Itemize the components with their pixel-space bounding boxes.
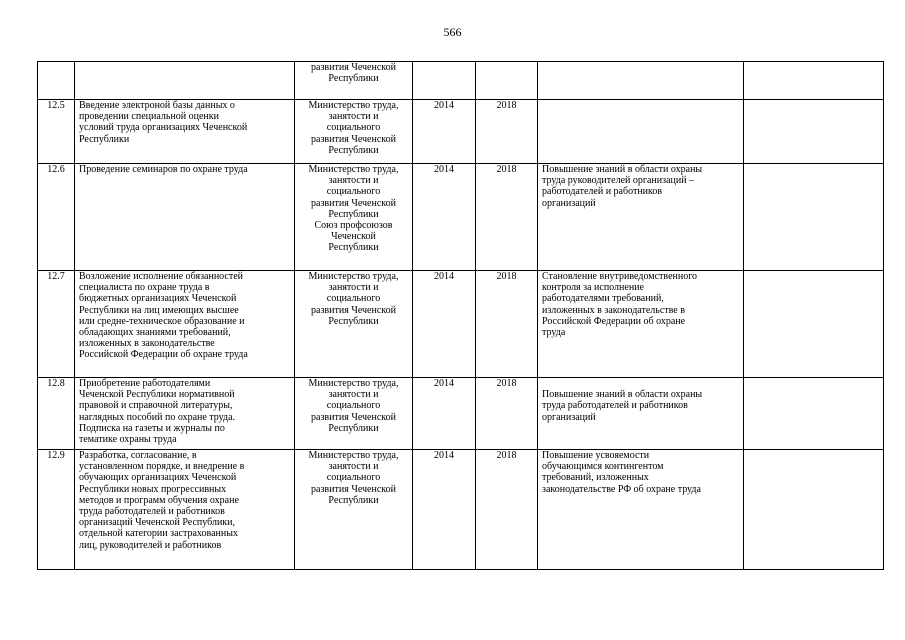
cell-measure-name-line: правовой и справочной литературы, (79, 400, 233, 412)
cell-expected-result (538, 62, 744, 100)
cell-end-year: 2018 (476, 271, 538, 378)
cell-measure-name-line: проведении специальной оценки (79, 111, 219, 123)
cell-responsible-line: социального (326, 472, 381, 484)
cell-extra (744, 450, 884, 570)
cell-expected-result (538, 164, 744, 271)
cell-expected-result-line: организаций (542, 197, 596, 209)
cell-start-year: 2014 (413, 271, 476, 378)
cell-measure-name-line: Проведение семинаров по охране труда (79, 164, 248, 175)
cell-measure-name-line: Подписка на газеты и журналы по (79, 422, 225, 434)
cell-start-year: 2014 (413, 164, 476, 271)
cell-expected-result-line: Повышение усвояемости (542, 450, 650, 461)
cell-expected-result-line: Повышение знаний в области охраны (542, 164, 703, 175)
cell-measure-name-line: наглядных пособий по охране труда. (79, 411, 236, 423)
cell-responsible-line: занятости и (328, 389, 379, 401)
cell-measure-name-line: Чеченской Республики нормативной (79, 389, 235, 401)
cell-responsible-line: Республики (328, 494, 379, 506)
cell-responsible-line: развития Чеченской (311, 197, 396, 209)
cell-start-year: 2014 (413, 450, 476, 570)
cell-expected-result-line (542, 378, 739, 389)
cell-end-year: 2018 (476, 164, 538, 271)
cell-responsible-line: развития Чеченской (311, 304, 396, 316)
table-row (38, 378, 884, 450)
cell-number: 12.9 (38, 450, 75, 570)
cell-expected-result-line: Повышение знаний в области охраны (542, 389, 703, 401)
cell-measure-name-line: условий труда организациях Чеченской (79, 122, 248, 134)
cell-responsible-line: Республики (328, 422, 379, 434)
cell-responsible-line: социального (326, 186, 381, 198)
cell-extra (744, 100, 884, 164)
cell-end-year: 2018 (476, 100, 538, 164)
cell-responsible-line: Республики (328, 144, 379, 156)
cell-measure-name-line: лиц, руководителей и работников (79, 539, 222, 551)
cell-responsible-line: занятости и (328, 111, 379, 123)
cell-expected-result-line: работодателей и работников (542, 186, 663, 198)
cell-responsible-line: занятости и (328, 282, 379, 294)
cell-measure-name-line: бюджетных организациях Чеченской (79, 293, 237, 305)
cell-responsible (295, 100, 413, 164)
cell-measure-name-line: отдельной категории застрахованных (79, 528, 238, 540)
cell-responsible-line: развития Чеченской (311, 133, 396, 145)
cell-measure-name (75, 100, 295, 164)
cell-number: 12.5 (38, 100, 75, 164)
cell-measure-name-line: Российской Федерации об охране труда (79, 349, 248, 361)
cell-measure-name-line: Возложение исполнение обязанностей (79, 271, 244, 282)
cell-measure-name-line: труда работодателей и работников (79, 506, 225, 518)
cell-expected-result-line: труда (542, 327, 566, 339)
cell-end-year: 2018 (476, 450, 538, 570)
cell-measure-name-line: или средне-техническое образование и (79, 315, 245, 327)
cell-responsible-line: Республики (328, 315, 379, 327)
page-number: 566 (443, 25, 462, 39)
cell-expected-result (538, 450, 744, 570)
cell-responsible-line: Союз профсоюзов (314, 220, 393, 232)
cell-responsible (295, 62, 413, 100)
cell-responsible-line: социального (326, 122, 381, 134)
cell-measure-name (75, 164, 295, 271)
cell-measure-name (75, 378, 295, 450)
cell-responsible-line: Министерство труда, (308, 450, 399, 461)
cell-expected-result-line: организаций (542, 411, 596, 423)
cell-responsible-line: Республики (328, 242, 379, 254)
cell-expected-result-line: труда работодателей и работников (542, 400, 688, 412)
cell-number: 12.8 (38, 378, 75, 450)
cell-number (38, 62, 75, 100)
cell-measure-name (75, 62, 295, 100)
cell-expected-result-line: Российской Федерации об охране (542, 315, 686, 327)
cell-expected-result-line: изложенных в законодательстве в (542, 304, 685, 316)
cell-number: 12.7 (38, 271, 75, 378)
cell-responsible (295, 164, 413, 271)
cell-measure-name-line: специалиста по охране труда в (79, 282, 210, 294)
cell-end-year: 2018 (476, 378, 538, 450)
cell-responsible-line: Республики (328, 208, 379, 220)
cell-measure-name-line: Республики (79, 133, 130, 145)
cell-responsible-line: Чеченской (331, 231, 376, 243)
cell-responsible-line: развития Чеченской (311, 411, 396, 423)
cell-expected-result (538, 100, 744, 164)
cell-end-year (476, 62, 538, 100)
cell-measure-name-line: изложенных в законодательстве (79, 338, 215, 350)
cell-measure-name-line: обладающих знаниями требований, (79, 327, 231, 339)
cell-expected-result-line: труда руководителей организаций – (542, 175, 695, 187)
cell-expected-result-line: контроля за исполнение (542, 282, 644, 294)
cell-extra (744, 378, 884, 450)
cell-responsible-line: развития Чеченской (311, 62, 396, 73)
cell-responsible-line: Республики (328, 73, 379, 85)
cell-measure-name-line: тематике охраны труда (79, 434, 177, 446)
cell-expected-result-line: работодателями требований, (542, 293, 664, 305)
cell-measure-name-line: Введение электроной базы данных о (79, 100, 235, 111)
cell-expected-result (538, 271, 744, 378)
cell-responsible-line: социального (326, 293, 381, 305)
cell-expected-result-line: законодательстве РФ об охране труда (542, 483, 701, 495)
table-row (38, 271, 884, 378)
cell-extra (744, 164, 884, 271)
cell-responsible (295, 271, 413, 378)
cell-expected-result-line: Становление внутриведомственного (542, 271, 698, 282)
cell-start-year (413, 62, 476, 100)
cell-start-year: 2014 (413, 100, 476, 164)
cell-responsible-line: Министерство труда, (308, 100, 399, 111)
cell-measure-name-line: методов и программ обучения охране (79, 494, 239, 506)
cell-measure-name-line: обучающих организациях Чеченской (79, 472, 237, 484)
table-row (38, 450, 884, 570)
cell-responsible-line: Министерство труда, (308, 271, 399, 282)
cell-measure-name (75, 271, 295, 378)
measures-table (37, 61, 884, 570)
table-row (38, 100, 884, 164)
cell-responsible-line: Министерство труда, (308, 378, 399, 389)
cell-measure-name-line: Республики новых прогрессивных (79, 483, 227, 495)
cell-expected-result (538, 378, 744, 450)
cell-measure-name-line: установленном порядке, и внедрение в (79, 461, 245, 473)
cell-extra (744, 62, 884, 100)
cell-responsible (295, 450, 413, 570)
cell-responsible-line: социального (326, 400, 381, 412)
cell-measure-name (75, 450, 295, 570)
cell-expected-result-line: обучающимся контингентом (542, 461, 664, 473)
cell-responsible-line: Министерство труда, (308, 164, 399, 175)
table-row (38, 164, 884, 271)
cell-measure-name-line: организаций Чеченской Республики, (79, 517, 236, 529)
cell-start-year: 2014 (413, 378, 476, 450)
cell-responsible (295, 378, 413, 450)
table-row (38, 62, 884, 100)
cell-number: 12.6 (38, 164, 75, 271)
cell-expected-result-line: требований, изложенных (542, 472, 649, 484)
cell-measure-name-line: Приобретение работодателями (79, 378, 211, 389)
cell-measure-name-line: Разработка, согласование, в (79, 450, 197, 461)
cell-responsible-line: занятости и (328, 175, 379, 187)
cell-measure-name-line: Республики на лиц имеющих высшее (79, 304, 239, 316)
cell-extra (744, 271, 884, 378)
cell-responsible-line: развития Чеченской (311, 483, 396, 495)
cell-responsible-line: занятости и (328, 461, 379, 473)
